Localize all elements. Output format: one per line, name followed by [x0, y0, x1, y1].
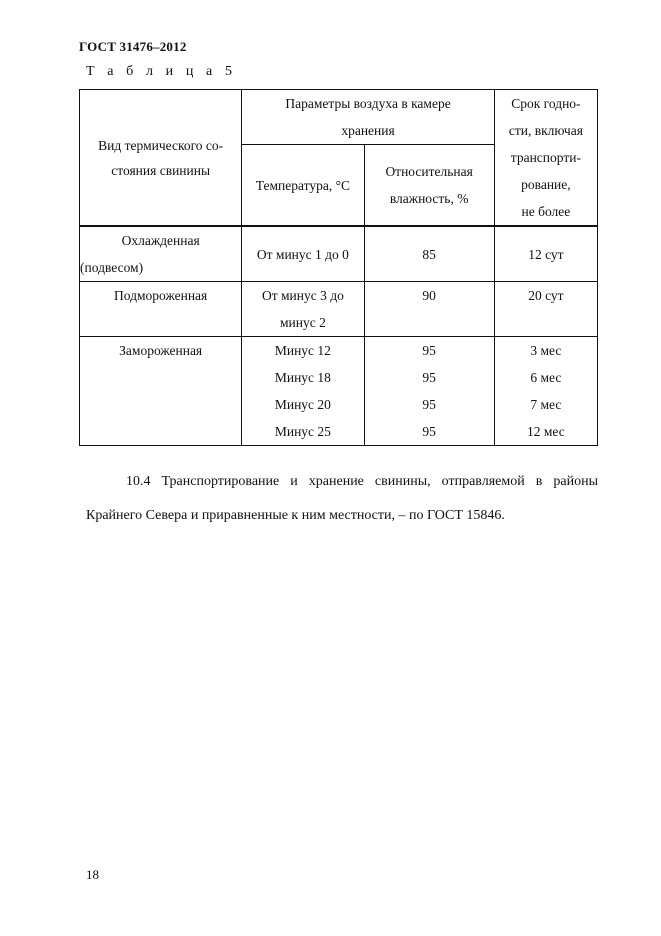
- table-caption: Т а б л и ц а 5: [86, 64, 237, 79]
- table-row: [80, 282, 598, 337]
- row-kind: Замороженная: [80, 337, 242, 446]
- header-air-params: Параметры воздуха в камере хранения: [242, 90, 494, 145]
- header-kind: Вид термического со-стояния свинины: [80, 90, 242, 227]
- table-row: [80, 337, 598, 446]
- row-kind: Охлажденная (подвесом): [80, 226, 242, 282]
- page-number: 18: [86, 867, 99, 882]
- header-shelf-life: Срок годно- сти, включая транспорти- рование, не более: [494, 90, 597, 227]
- paragraph-line-1: 10.4 Транспортирование и хранение свинины, отправляемой в районы: [126, 474, 598, 489]
- row-temperature: От минус 1 до 0: [242, 226, 364, 282]
- storage-parameters-table: [79, 89, 598, 446]
- table-row: [80, 226, 598, 282]
- row-kind: Подмороженная: [80, 282, 242, 337]
- paragraph-line-2: Крайнего Севера и приравненные к ним местности, – по ГОСТ 15846.: [86, 508, 505, 523]
- row-term: 12 сут: [494, 226, 597, 282]
- row-humidity: 90: [364, 282, 494, 337]
- row-term: 3 мес 6 мес 7 мес 12 мес: [494, 337, 597, 446]
- header-temperature: Температура, °С: [242, 145, 364, 226]
- row-humidity: 95 95 95 95: [364, 337, 494, 446]
- row-temperature: От минус 3 до минус 2: [242, 282, 364, 337]
- section-paragraph: [86, 465, 598, 533]
- standard-code: ГОСТ 31476–2012: [79, 39, 187, 54]
- header-humidity: Относительная влажность, %: [364, 145, 494, 226]
- row-term: 20 сут: [494, 282, 597, 337]
- row-temperature: Минус 12 Минус 18 Минус 20 Минус 25: [242, 337, 364, 446]
- row-humidity: 85: [364, 226, 494, 282]
